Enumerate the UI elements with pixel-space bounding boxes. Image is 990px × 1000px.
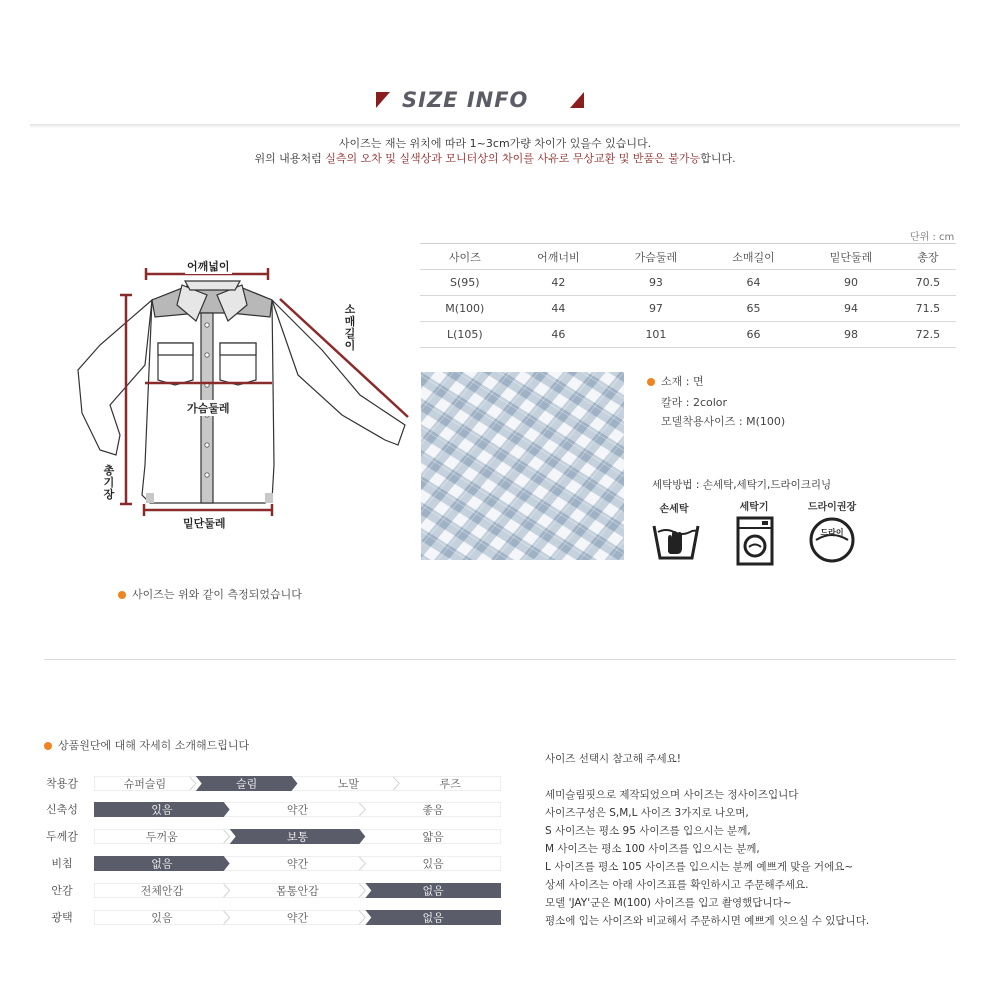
right-triangle-icon (570, 92, 584, 108)
model-size-info: 모델착용사이즈 : M(100) (661, 415, 786, 428)
table-cell: 101 (607, 322, 705, 348)
scale-option-label: 얇음 (422, 830, 444, 844)
detail-scale-bar (94, 829, 501, 844)
table-cell: 65 (705, 296, 803, 322)
table-row (420, 322, 956, 348)
scale-option-label: 전체안감 (140, 884, 184, 898)
table-cell: 90 (802, 270, 900, 296)
scale-option-label: 있음 (151, 803, 173, 817)
table-header-row (420, 244, 956, 270)
sleeve-label: 소매길이 (344, 303, 356, 352)
page-title: SIZE INFO (402, 88, 529, 112)
scale-option-label: 노말 (337, 777, 360, 791)
detail-row-label: 광택 (51, 911, 73, 924)
scale-option-label: 슬림 (235, 777, 258, 791)
chest-label: 가슴둘레 (187, 402, 230, 415)
guide-line: 세미슬림핏으로 제작되었으며 사이즈는 정사이즈입니다 (545, 789, 799, 801)
table-cell: 70.5 (900, 270, 956, 296)
table-cell: S(95) (420, 270, 510, 296)
table-row (420, 270, 956, 296)
detail-row-label: 두께감 (46, 830, 78, 843)
exchange-notice (0, 150, 990, 166)
bullet-icon (647, 378, 655, 386)
table-cell: 93 (607, 270, 705, 296)
guide-line: 사이즈 선택시 참고해 주세요! (545, 753, 681, 765)
exchange-notice-suffix: 합니다. (700, 152, 736, 165)
scale-option-label: 몸통안감 (276, 884, 319, 898)
detail-scale-bar (94, 856, 501, 871)
guide-line: M 사이즈는 평소 100 사이즈를 입으시는 분께, (545, 843, 760, 855)
scale-option-label: 약간 (286, 857, 309, 871)
table-cell: 97 (607, 296, 705, 322)
size-notice: 사이즈는 재는 위치에 따라 1~3cm가량 차이가 있을수 있습니다. (338, 137, 652, 150)
table-cell: M(100) (420, 296, 510, 322)
scale-option-label: 약간 (286, 803, 309, 817)
scale-option-label: 두꺼움 (145, 830, 178, 844)
machine-wash-label: 세탁기 (739, 502, 769, 513)
guide-line: S 사이즈는 평소 95 사이즈를 입으시는 분께, (545, 825, 751, 837)
header-cell: 총장 (900, 244, 956, 270)
color-info: 칼라 : 2color (661, 396, 728, 409)
table-cell: 94 (802, 296, 900, 322)
detail-scale-bar (94, 776, 501, 791)
guide-line: 상세 사이즈는 아래 사이즈표를 확인하시고 주문해주세요. (545, 879, 809, 891)
right-sleeve (272, 300, 405, 445)
hem-label: 밑단둘레 (183, 517, 226, 530)
detail-row-label: 신축성 (46, 803, 78, 816)
header-cell: 소매길이 (705, 244, 803, 270)
left-sleeve (78, 300, 152, 455)
scale-option-label: 좋음 (422, 803, 444, 817)
scale-option-label: 없음 (151, 857, 173, 871)
scale-option-label: 루즈 (439, 777, 461, 791)
washing-method: 세탁방법 : 손세탁,세탁기,드라이크리닝 (652, 479, 832, 491)
detail-scale-bar (94, 883, 501, 898)
fabric-details-heading-text: 상품원단에 대해 자세히 소개해드립니다 (58, 739, 250, 752)
table-cell: 66 (705, 322, 803, 348)
guide-line: 평소에 입는 사이즈와 비교해서 주문하시면 예쁘게 잇으실 수 있답니다. (545, 915, 870, 927)
hand-wash-icon (650, 518, 702, 564)
detail-scale-bar (94, 910, 501, 925)
washing-machine-icon (736, 516, 774, 566)
dry-clean-icon (807, 516, 857, 564)
header-cell: 가슴둘레 (607, 244, 705, 270)
bullet-icon (44, 742, 52, 750)
left-triangle-icon (376, 92, 390, 108)
exchange-notice-prefix: 위의 내용처럼 (254, 152, 326, 165)
guide-line: 사이즈구성은 S,M,L 사이즈 3가지로 나오며, (545, 807, 749, 819)
scale-option-label: 없음 (422, 884, 444, 898)
table-cell: 46 (510, 322, 608, 348)
table-cell: 42 (510, 270, 608, 296)
shirt-diagram (60, 255, 420, 545)
dry-clean-label: 드라이권장 (807, 502, 857, 513)
detail-row-label: 착용감 (46, 777, 78, 790)
table-cell: 44 (510, 296, 608, 322)
scale-option-label: 슈퍼슬림 (123, 777, 167, 791)
scale-option-label: 약간 (286, 911, 309, 925)
detail-scale-bar (94, 802, 501, 817)
guide-line: 모델 'JAY'군은 M(100) 사이즈를 입고 촬영했답니다~ (545, 897, 792, 909)
table-cell: 98 (802, 322, 900, 348)
length-label: 총기장 (103, 464, 115, 501)
table-row (420, 296, 956, 322)
size-table (420, 243, 956, 348)
table-cell: 64 (705, 270, 803, 296)
scale-option-label: 있음 (422, 857, 444, 871)
bullet-icon (118, 591, 126, 599)
header-cell: 어깨너비 (510, 244, 608, 270)
hand-wash-label: 손세탁 (659, 504, 689, 515)
section-divider (44, 659, 956, 660)
fabric-details-heading (44, 737, 249, 753)
exchange-notice-highlight: 실측의 오차 및 실색상과 모니터상의 차이를 사유로 무상교환 및 반품은 불가능 (325, 152, 701, 165)
header-cell: 밑단둘레 (802, 244, 900, 270)
table-cell: 71.5 (900, 296, 956, 322)
guide-line: L 사이즈를 평소 105 사이즈를 입으시는 분께 예쁘게 맞을 거에요~ (545, 861, 854, 873)
unit-label: 단위 : cm (910, 232, 955, 243)
table-cell: L(105) (420, 322, 510, 348)
header-cell: 사이즈 (420, 244, 510, 270)
scale-option-label: 보통 (286, 830, 309, 844)
material-info (647, 373, 704, 389)
size-guide-text (545, 750, 869, 930)
material-text: 소재 : 면 (661, 375, 704, 388)
scale-option-label: 없음 (422, 911, 444, 925)
detail-row-label: 비침 (51, 857, 73, 870)
dry-clean-icon-text: 드라이 (820, 528, 844, 537)
table-cell: 72.5 (900, 322, 956, 348)
guide-line-spacer (545, 768, 869, 786)
measure-note-text: 사이즈는 위와 같이 측정되었습니다 (132, 588, 302, 601)
measure-note (118, 586, 302, 602)
shoulder-label: 어깨넓이 (187, 260, 230, 273)
title-underline (30, 124, 960, 128)
fabric-swatch-image (421, 372, 624, 560)
detail-row-label: 안감 (51, 884, 73, 897)
scale-option-label: 있음 (151, 911, 173, 925)
